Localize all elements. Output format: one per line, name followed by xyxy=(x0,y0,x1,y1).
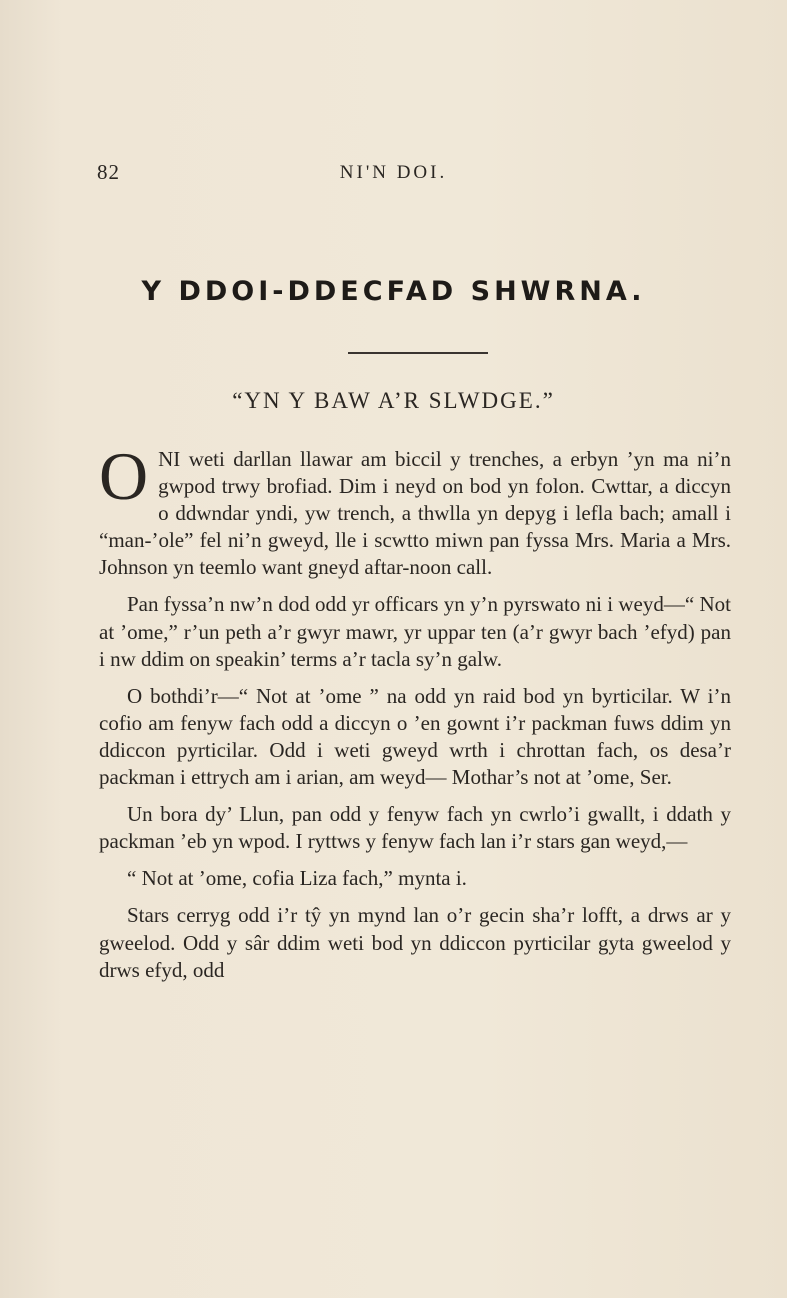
body-text xyxy=(99,438,731,994)
running-head xyxy=(0,160,787,190)
running-title: NI'N DOI. xyxy=(339,162,448,183)
paragraph-1 xyxy=(99,438,731,581)
paragraph-6: Stars cerryg odd i’r tŷ yn mynd lan o’r gecin sha’r lofft, a drws ar y gweelod. Odd y sâr ddim weti bod yn ddiccon pyrticilar gyta gweelod y drws efyd, odd xyxy=(99,903,731,982)
paragraph-2: Pan fyssa’n nw’n dod odd yr officars yn y’n pyrswato ni i weyd—“ Not at ’ome,” r’un peth a’r gwyr mawr, yr uppar ten (a’r gwyr bach ’efyd) pan i nw ddim on speakin’ terms a’r tacla sy’n galw. xyxy=(99,592,731,671)
epigraph: “YN Y BAW A’R SLWDGE.” xyxy=(232,388,555,413)
paragraph-5: “ Not at ’ome, cofia Liza fach,” mynta i. xyxy=(127,866,467,891)
paragraph-4: Un bora dy’ Llun, pan odd y fenyw fach yn cwrlo’i gwallt, i ddath y packman ’eb yn wpod. I ryttws y fenyw fach lan i’r stars gan weyd,— xyxy=(99,802,731,854)
drop-cap: O xyxy=(99,438,149,514)
paragraph-text: NI weti darllan llawar am biccil y trenches, a erbyn ’yn ma ni’n gwpod trwy brofiad. Dim i neyd on bod yn folon. Cwttar, a diccyn o ddwndar yndi, yw trench, a thwlla yn depyg i lefla bach; amall i “man-’ole” fel ni’n gweyd, lle i scwtto miwn pan fyssa Mrs. Maria a Mrs. Johnson yn teemlo want gneyd aftar-noon call. xyxy=(99,447,731,580)
page-number: 82 xyxy=(97,160,120,184)
chapter-title: Y DDOI-DDECFAD SHWRNA. xyxy=(141,276,646,307)
title-rule xyxy=(348,352,488,354)
paragraph-3: O bothdi’r—“ Not at ’ome ” na odd yn raid bod yn byrticilar. W i’n cofio am fenyw fach odd a diccyn o ’en gownt i’r packman fuws ddim yn ddiccon pyrticilar. Odd i weti gweyd wrth i chrottan fach, os desa’r packman i ettrych am i arian, am weyd— Mothar’s not at ’ome, Ser. xyxy=(99,683,731,790)
